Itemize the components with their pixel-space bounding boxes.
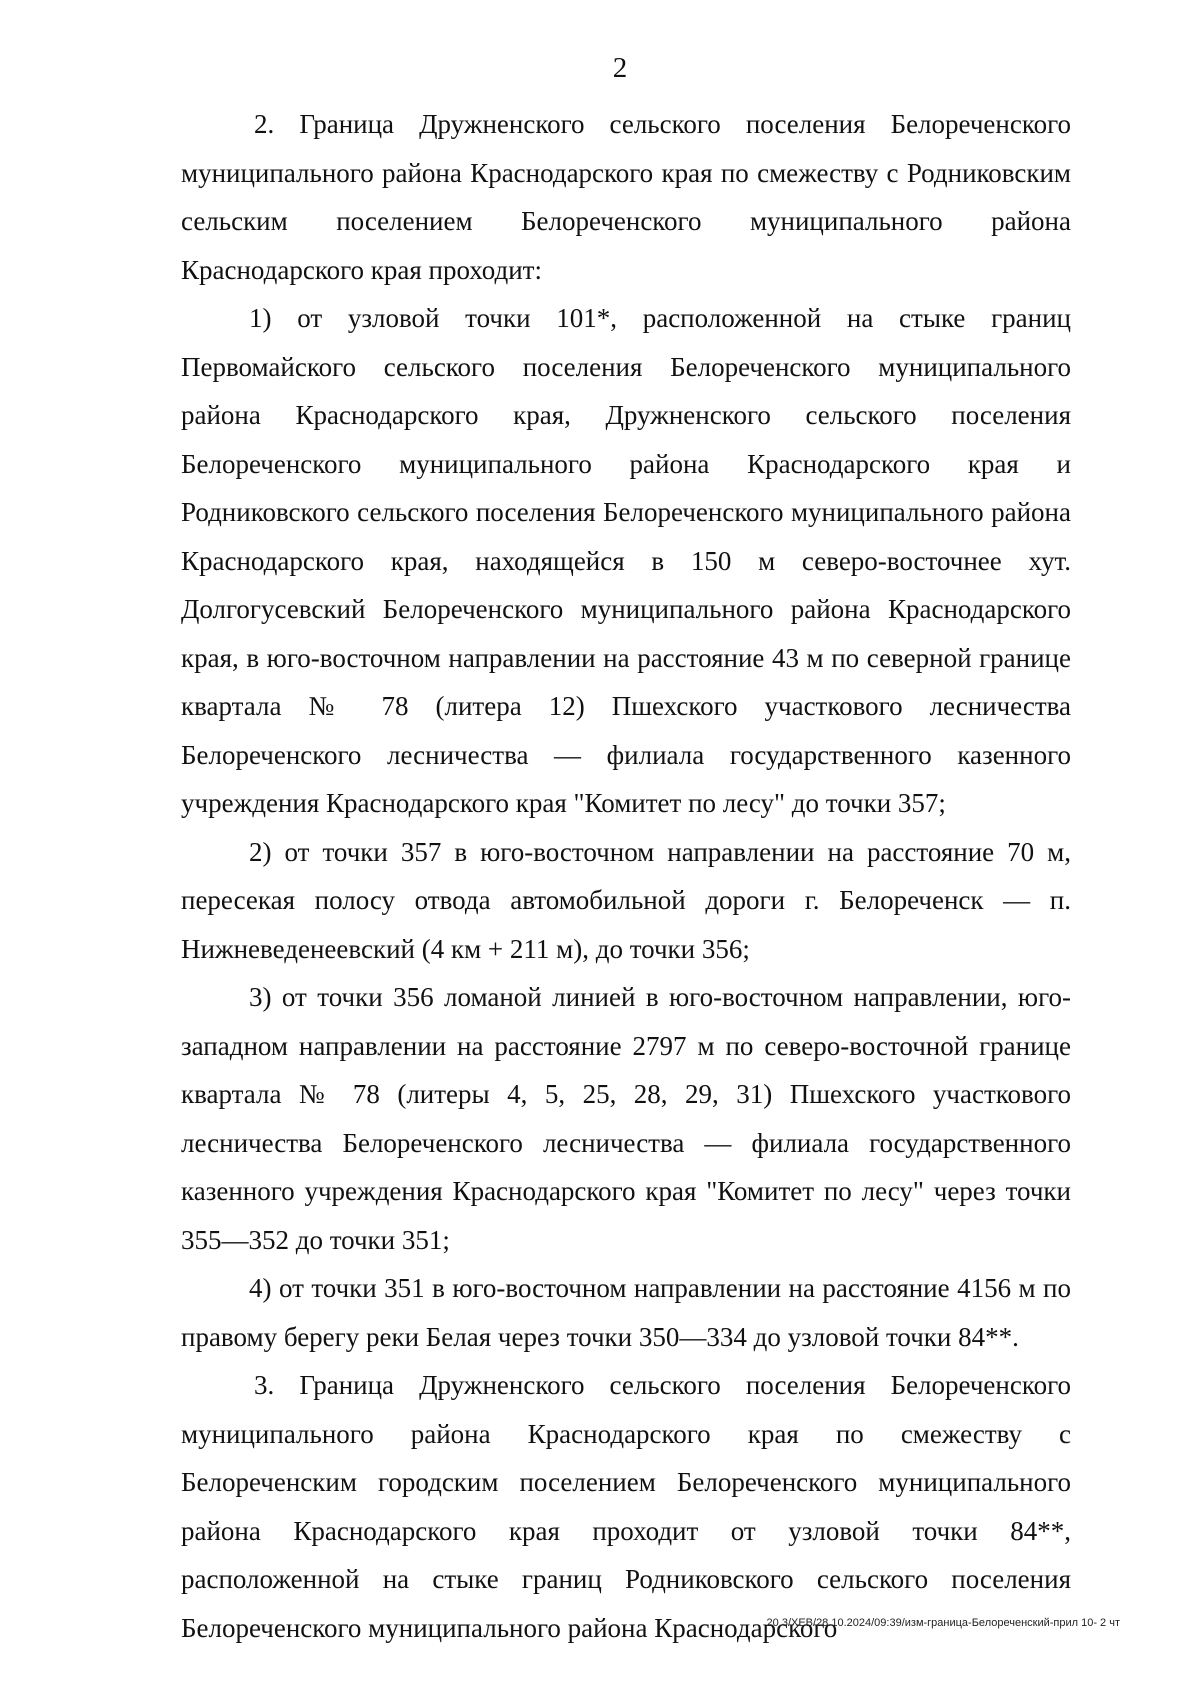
document-body — [181, 100, 1071, 1652]
paragraph-item-3: 3) от точки 356 ломаной линией в юго-восточном направлении, юго-западном направлении на расстояние 2797 м по северо-восточной границе квартала № 78 (литеры 4, 5, 25, 28, 29, 31) Пшехского участкового лесничества Белореченского лесничества — филиала государственного казенного учреждения Краснодарского края "Комитет по лесу" через точки 355—352 до точки 351; — [181, 982, 1071, 1255]
paragraph-section-2: 2. Граница Дружненского сельского поселения Белореченского муниципального района Краснодарского края по смежеству с Родниковским сельским поселением Белореченского муниципального района Краснодарского края проходит: — [181, 109, 1071, 285]
paragraph-section-3: 3. Граница Дружненского сельского поселения Белореченского муниципального района Краснодарского края по смежеству с Белореченским городским поселением Белореченского муниципального района Краснодарского края проходит от узловой точки 84**, расположенной на стыке границ Родниковского сельского поселения Белореченского муниципального района Краснодарского — [181, 1370, 1071, 1643]
page-number: 2 — [612, 52, 628, 84]
paragraph-item-1: 1) от узловой точки 101*, расположенной на стыке границ Первомайского сельского поселения Белореченского муниципального района Краснодарского края, Дружненского сельского поселения Белореченского муниципального района Краснодарского края и Родниковского сельского поселения Белореченского муниципального района Краснодарского края, находящейся в 150 м северо-восточнее хут. Долгогусевский Белореченского муниципального района Краснодарского края, в юго-восточном направлении на расстояние 43 м по северной границе квартала № 78 (литера 12) Пшехского участкового лесничества Белореченского лесничества — филиала государственного казенного учреждения Краснодарского края "Комитет по лесу" до точки 357; — [181, 303, 1071, 818]
paragraph-item-4: 4) от точки 351 в юго-восточном направлении на расстояние 4156 м по правому берегу реки Белая через точки 350—334 до узловой точки 84**. — [181, 1273, 1071, 1352]
footer-document-code: 20.3/ХЕВ/28.10.2024/09:39/изм-граница-Белореченский-прил 10- 2 чт — [766, 1617, 1120, 1629]
paragraph-item-2: 2) от точки 357 в юго-восточном направлении на расстояние 70 м, пересекая полосу отвода автомобильной дороги г. Белореченск — п. Нижневеденеевский (4 км + 211 м), до точки 356; — [181, 836, 1071, 964]
